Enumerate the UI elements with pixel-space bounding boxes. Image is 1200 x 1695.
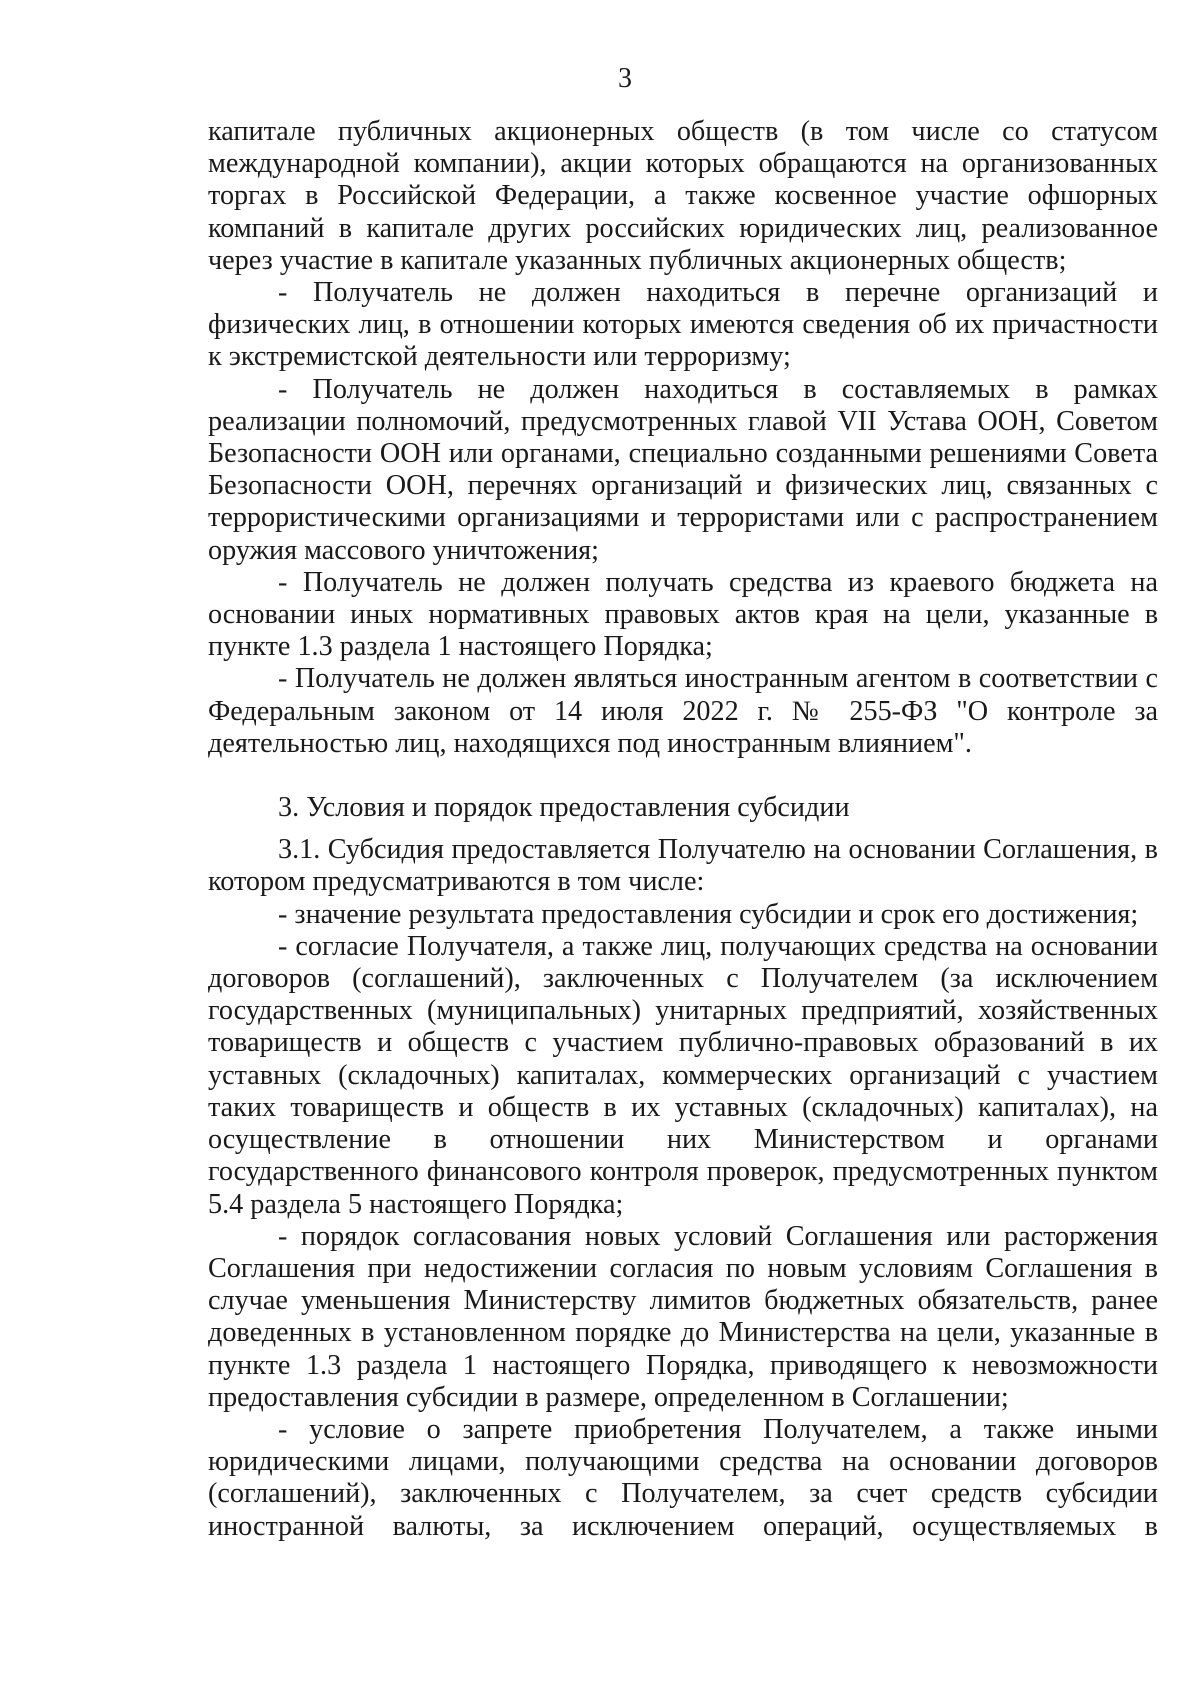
paragraph-un-lists: - Получатель не должен находиться в составляемых в рамках реализации полномочий, предусмотренных главой VII Устава ООН, Советом Безопасности ООН или органами, специально созданными решениями Совета Безопасности ООН, перечнях организаций и физических лиц, связанных с террористическими организациями и террористами или с распространением оружия массового уничтожения;	[208, 373, 1158, 566]
section-heading: 3. Условия и порядок предоставления субсидии	[278, 792, 850, 824]
paragraph-continuation: капитале публичных акционерных обществ (в том числе со статусом международной компании), акции которых обращаются на организованных торгах в Российской Федерации, а также косвенное участие офшорных компаний в капитале других российских юридических лиц, реализованное через участие в капитале указанных публичных акционерных обществ;	[208, 116, 1158, 276]
paragraph-foreign-agent: - Получатель не должен являться иностранным агентом в соответствии с Федеральным законом от 14 июля 2022 г. № 255-ФЗ "О контроле за деятельностью лиц, находящихся под иностранным влиянием".	[208, 663, 1158, 759]
paragraph-3-1: 3.1. Субсидия предоставляется Получателю на основании Соглашения, в котором предусматриваются в том числе:	[208, 834, 1158, 898]
paragraph-agreement-terms: - порядок согласования новых условий Соглашения или расторжения Соглашения при недостижении согласия по новым условиям Соглашения в случае уменьшения Министерству лимитов бюджетных обязательств, ранее доведенных в установленном порядке до Министерства на цели, указанные в пункте 1.3 раздела 1 настоящего Порядка, приводящего к невозможности предоставления субсидии в размере, определенном в Соглашении;	[208, 1220, 1158, 1413]
paragraph-result-value: - значение результата предоставления субсидии и срок его достижения;	[278, 898, 1139, 930]
page-number: 3	[618, 63, 632, 94]
paragraph-consent: - согласие Получателя, а также лиц, получающих средства на основании договоров (соглашений), заключенных с Получателем (за исключением государственных (муниципальных) унитарных предприятий, хозяйственных товариществ и обществ с участием публично-правовых образований в их уставных (складочных) капиталах, коммерческих организаций с участием таких товариществ и обществ в их уставных (складочных) капиталах), на осуществление в отношении них Министерством и органами государственного финансового контроля проверок, предусмотренных пунктом 5.4 раздела 5 настоящего Порядка;	[208, 930, 1158, 1220]
paragraph-extremism-list: - Получатель не должен находиться в перечне организаций и физических лиц, в отношении которых имеются сведения об их причастности к экстремистской деятельности или терроризму;	[208, 277, 1158, 373]
paragraph-regional-budget: - Получатель не должен получать средства из краевого бюджета на основании иных нормативных правовых актов края на цели, указанные в пункте 1.3 раздела 1 настоящего Порядка;	[208, 566, 1158, 663]
document-body	[208, 116, 1158, 1543]
paragraph-currency-ban: - условие о запрете приобретения Получателем, а также иными юридическими лицами, получающими средства на основании договоров (соглашений), заключенных с Получателем, за счет средств субсидии иностранной валюты, за исключением операций, осуществляемых в	[208, 1413, 1158, 1542]
